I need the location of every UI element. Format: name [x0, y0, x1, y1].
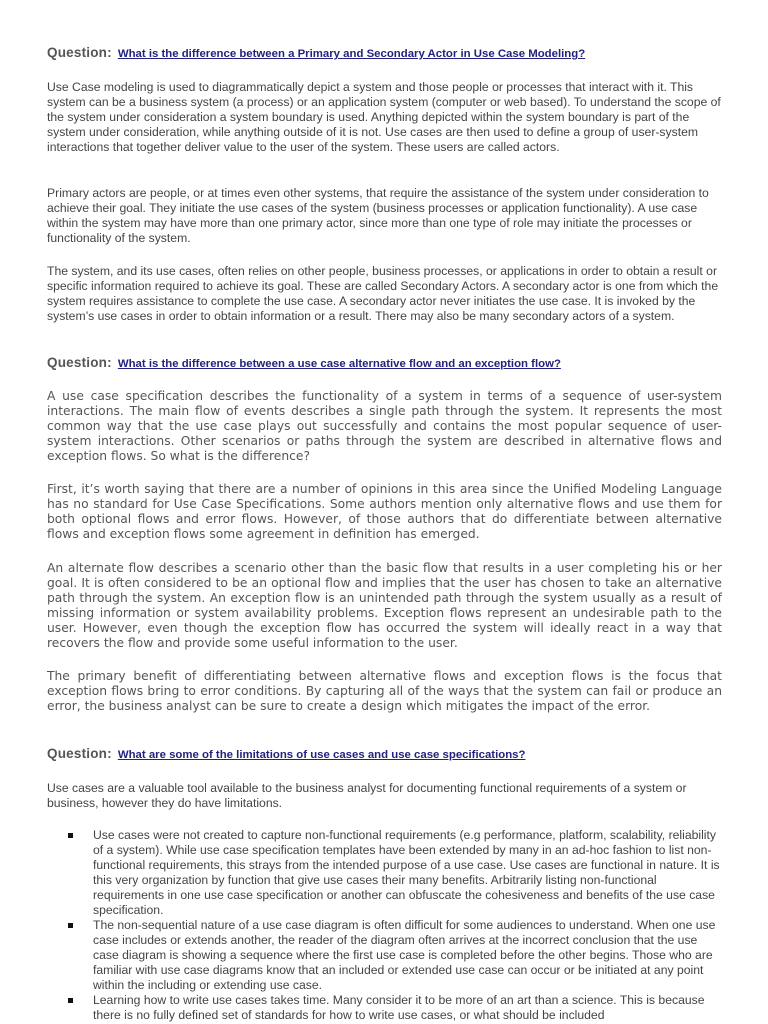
paragraph: An alternate flow describes a scenario other than the basic flow that results in a user completing his or her goal. It is often considered to be an optional flow and implies that the user has chosen to take an alternative path through the system. An exception flow is an unintended path through the system usually as a result of missing information or system availability problems. Exception flows represent an undesirable path to the user. However, even though the exception flow has occurred the system will ideally react in a way that recovers the flow and provide some useful information to the user. [47, 561, 722, 650]
list-item [47, 918, 722, 993]
list-item-text: Use cases were not created to capture non-functional requirements (e.g performance, platform, scalability, reliability of a system). While use case specification templates have been extended by many in an ad-hoc fashion to list non-functional requirements, this strays from the intended purpose of a use case. Use cases are functional in nature. It is this very organization by function that give use cases their many benefits. Arbitrarily listing non-functional requirements in one use case specification or another can obfuscate the cohesiveness and benefits of the use case specification. [93, 828, 720, 917]
question-link-alternative-exception-flow[interactable]: What is the difference between a use case alternative flow and an exception flow? [117, 358, 561, 370]
question-link-primary-secondary-actor[interactable]: What is the difference between a Primary and Secondary Actor in Use Case Modeling? [117, 48, 586, 60]
paragraph: Primary actors are people, or at times even other systems, that require the assistance of the system under consideration to achieve their goal. They initiate the use cases of the system (business processes or application functionality). A use case within the system may have more than one primary actor, since more than one type of role may initiate the processes or functionality of the system. [47, 186, 709, 245]
bullet-square-icon [68, 833, 73, 838]
question-label: Question: [47, 45, 112, 60]
paragraph: The primary benefit of differentiating between alternative flows and exception flows is the focus that exception flows bring to error conditions. By capturing all of the ways that the system can fail or produce an error, the business analyst can be sure to create a design which mitigates the impact of the error. [47, 669, 722, 713]
paragraph: The system, and its use cases, often relies on other people, business processes, or applications in order to obtain a result or specific information required to achieve its goal. These are called Secondary Actors. A secondary actor is one from which the system requires assistance to complete the use case. A secondary actor never initiates the use case. It is invoked by the system’s use cases in order to obtain information or a result. There may also be many secondary actors of a system. [47, 264, 719, 323]
question-label: Question: [47, 746, 112, 761]
bullet-square-icon [68, 923, 73, 928]
question-link-use-case-limitations[interactable]: What are some of the limitations of use cases and use case specifications? [117, 749, 526, 761]
list-item-text: The non-sequential nature of a use case diagram is often difficult for some audiences to understand. When one use case includes or extends another, the reader of the diagram often arrives at the incorrect conclusion that the use case diagram is showing a sequence where the first use case is completed before the other begins. Those who are familiar with use case diagrams know that an included or extended use case can occur or be initiated at any point within the including or extending use case. [93, 918, 716, 992]
question-heading-2 [47, 355, 747, 370]
list-item [47, 828, 722, 918]
paragraph: A use case specification describes the functionality of a system in terms of a sequence of user-system interactions. The main flow of events describes a single path through the system. It represents the most common way that the use case plays out successfully and contains the most popular sequence of user-system interactions. Other scenarios or paths through the system are described in alternative flows and exception flows. So what is the difference? [47, 389, 722, 463]
question-heading-1 [47, 45, 747, 60]
limitations-list [47, 828, 722, 1023]
list-item [47, 993, 722, 1023]
paragraph: First, it’s worth saying that there are a number of opinions in this area since the Unified Modeling Language has no standard for Use Case Specifications. Some authors mention only alternative flows and use them for both optional flows and error flows. However, of those authors that do differentiate between alternative flows and exception flows some agreement in definition has emerged. [47, 482, 722, 541]
paragraph: Use cases are a valuable tool available to the business analyst for documenting functional requirements of a system or business, however they do have limitations. [47, 781, 687, 810]
question-heading-3 [47, 746, 747, 761]
paragraph: Use Case modeling is used to diagrammatically depict a system and those people or processes that interact with it. This system can be a business system (a process) or an application system (computer or web based). To understand the scope of the system under consideration a system boundary is used. Anything depicted within the system boundary is part of the system under consideration, while anything outside of it is not. Use cases are then used to define a group of user-system interactions that together deliver value to the user of the system. These users are called actors. [47, 80, 721, 154]
bullet-square-icon [68, 998, 73, 1003]
question-label: Question: [47, 355, 112, 370]
list-item-text: Learning how to write use cases takes time. Many consider it to be more of an art than a science. This is because there is no fully defined set of standards for how to write use cases, or what should be included [93, 993, 705, 1022]
